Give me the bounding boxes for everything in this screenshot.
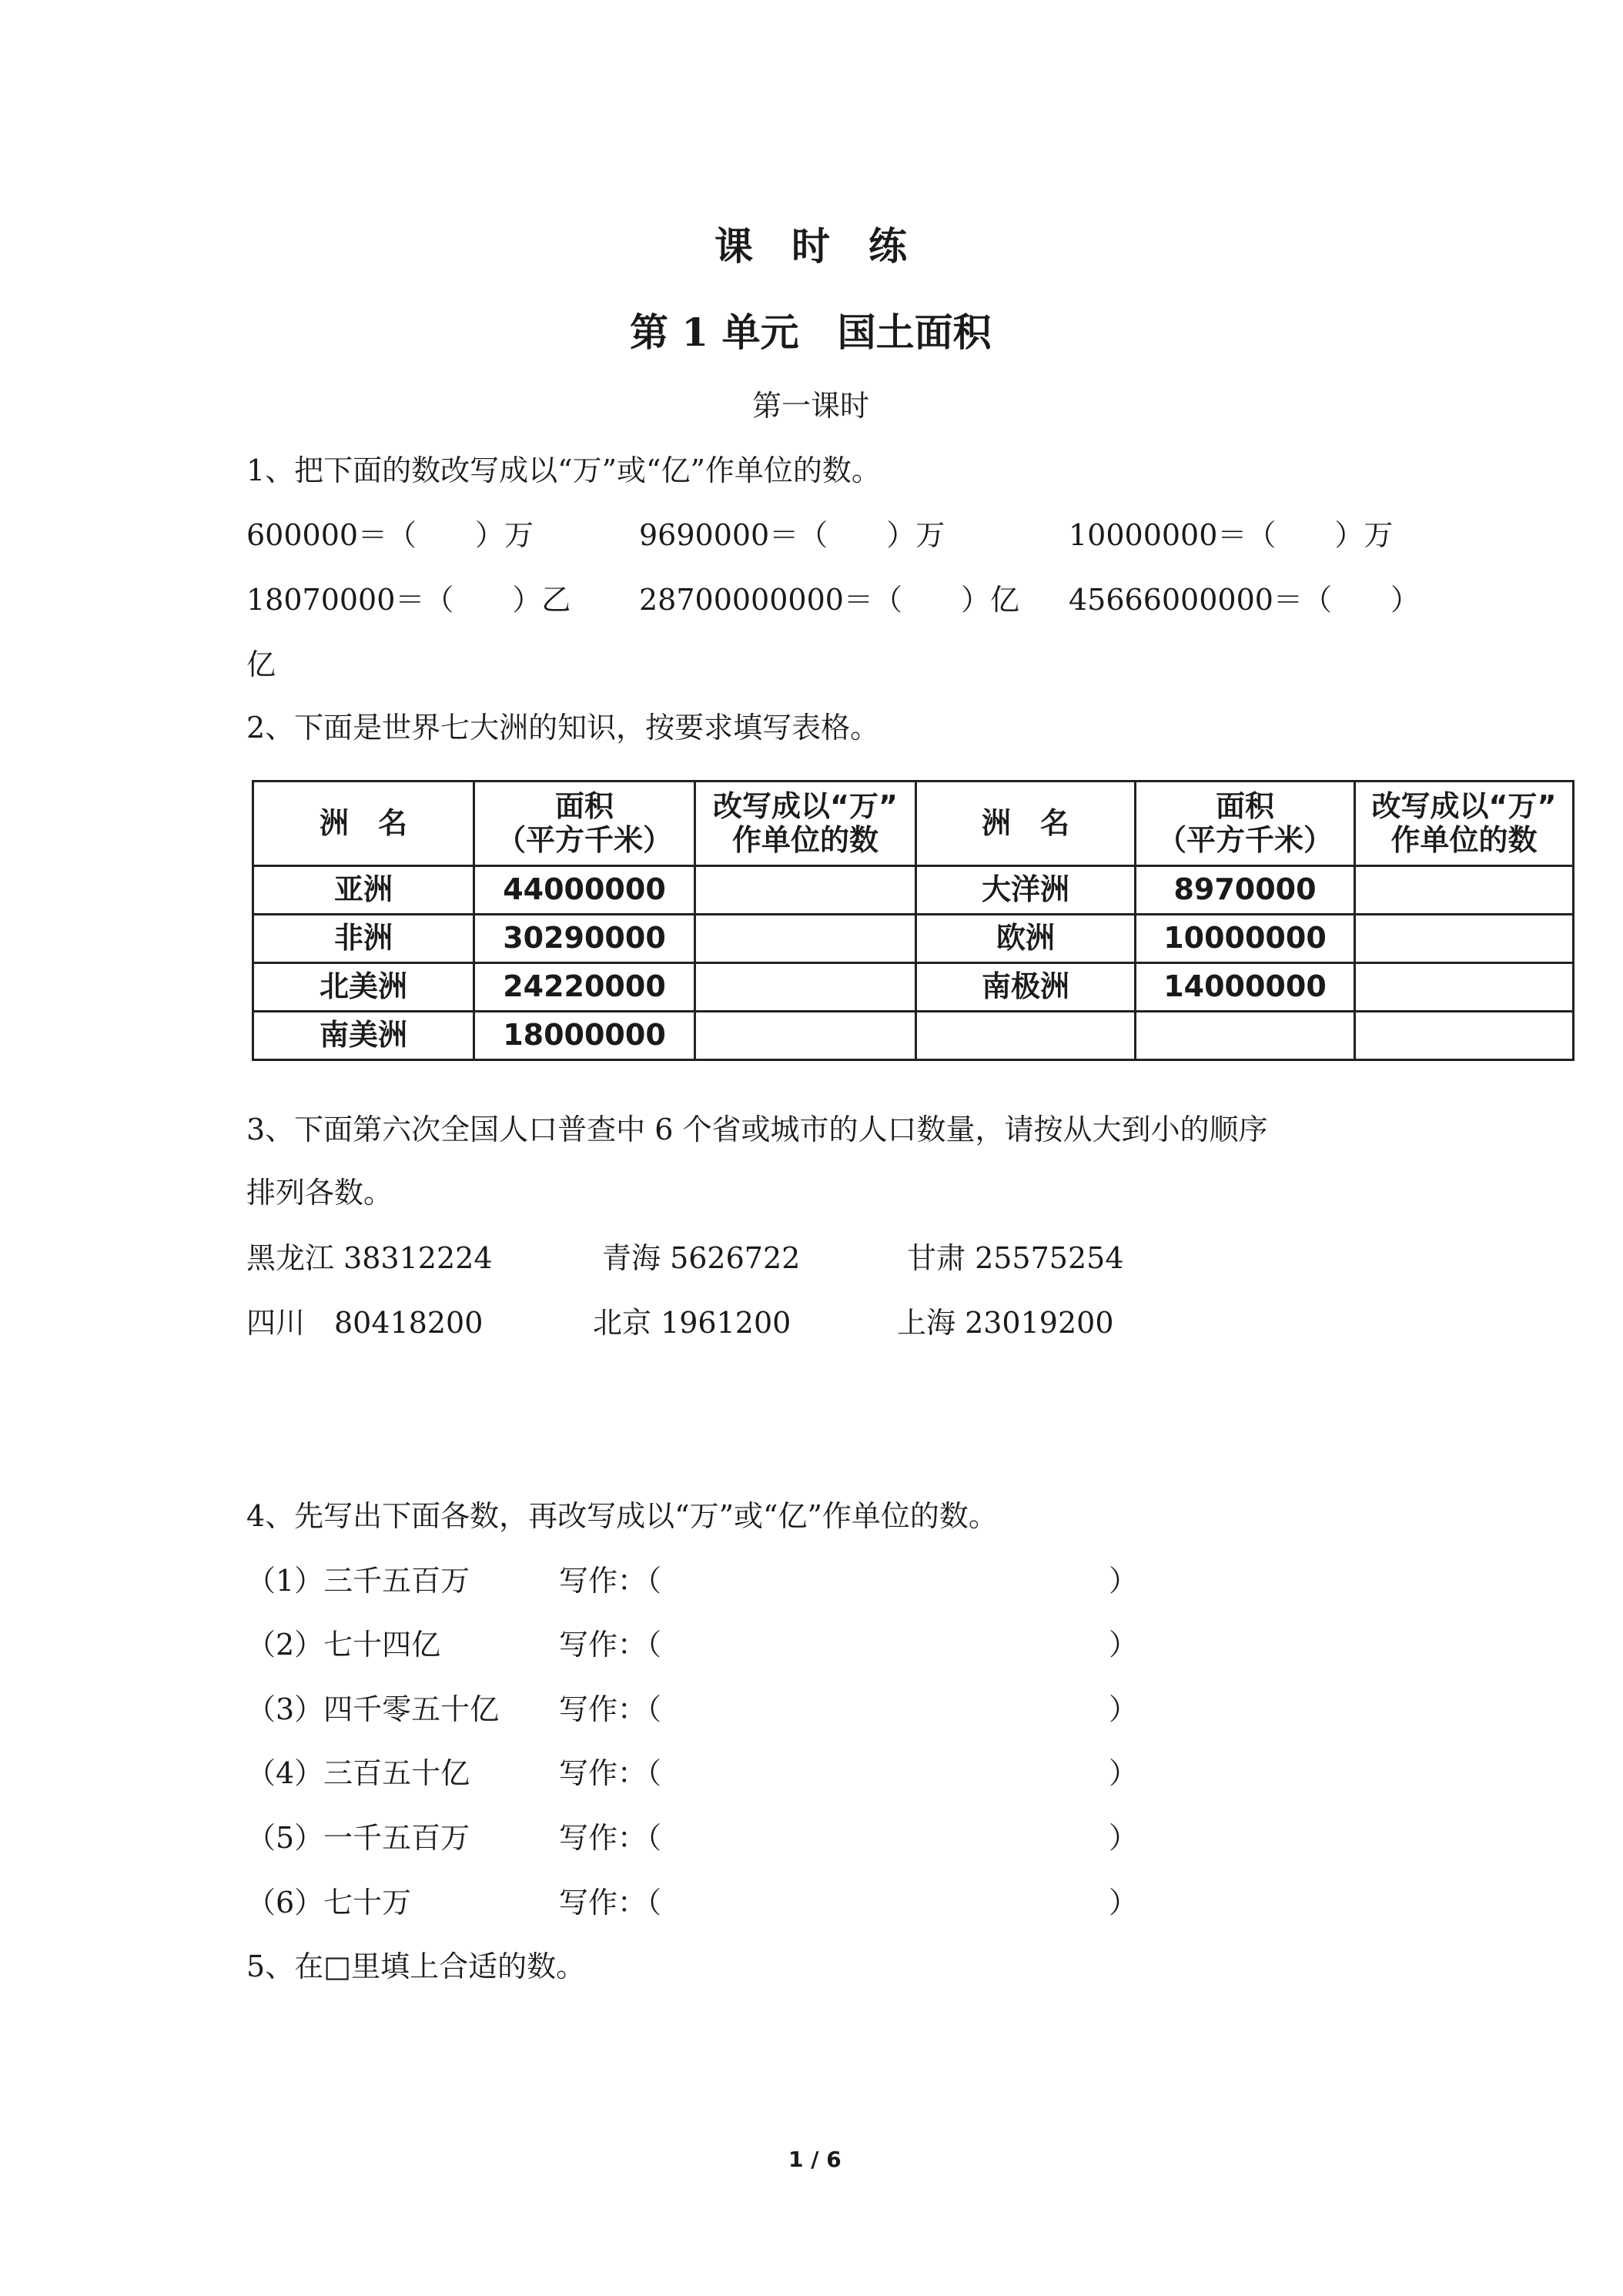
answer-cell[interactable]: [695, 963, 916, 1012]
q4-close-paren: ）: [1109, 1628, 1139, 1662]
q3-item-1: 黑龙江 38312224: [246, 1241, 493, 1275]
page-number: 1 / 6: [788, 2147, 842, 2172]
q3-prompt-line1: 3、下面第六次全国人口普查中 6 个省或城市的人口数量，请按从大到小的顺序: [246, 1113, 1268, 1146]
q2-prompt: 2、下面是世界七大洲的知识，按要求填写表格。: [246, 711, 880, 745]
table-row: [253, 1012, 1574, 1060]
continent-area: [1136, 1012, 1355, 1060]
continent-name: [916, 1012, 1136, 1060]
continents-table: [252, 780, 1574, 1061]
answer-cell[interactable]: [695, 1012, 916, 1060]
answer-cell[interactable]: [1355, 866, 1574, 915]
answer-cell[interactable]: [1355, 963, 1574, 1012]
continent-name: 亚洲: [253, 866, 474, 915]
q1-prompt: 1、把下面的数改写成以“万”或“亿”作单位的数。: [246, 454, 881, 487]
q4-prompt: 4、先写出下面各数，再改写成以“万”或“亿”作单位的数。: [246, 1499, 998, 1533]
header-rewrite: 改写成以“万” 作单位的数: [695, 782, 916, 866]
q4-item-label: （6）七十万: [246, 1886, 412, 1919]
q1-item-6: 45666000000＝（ ）: [1069, 583, 1420, 617]
q4-write-label: 写作：（: [559, 1886, 662, 1919]
continent-name: 北美洲: [253, 963, 474, 1012]
q4-item-label: （4）三百五十亿: [246, 1756, 470, 1790]
continent-area: 14000000: [1136, 963, 1355, 1012]
header-area-right: 面积 （平方千米）: [1136, 782, 1355, 866]
header-area: 面积 （平方千米）: [474, 782, 695, 866]
q3-item-6: 上海 23019200: [897, 1306, 1114, 1340]
header-name-right: 洲 名: [916, 782, 1136, 866]
q4-close-paren: ）: [1109, 1564, 1139, 1598]
answer-cell[interactable]: [1355, 915, 1574, 963]
q3-prompt-line2: 排列各数。: [246, 1176, 393, 1210]
q3-item-2: 青海 5626722: [602, 1241, 801, 1275]
q5-prompt: 5、在□里填上合适的数。: [246, 1950, 586, 1983]
q4-write-label: 写作：（: [559, 1692, 662, 1726]
continent-name: 欧洲: [916, 915, 1136, 963]
q4-close-paren: ）: [1109, 1756, 1139, 1790]
header-rewrite-right: 改写成以“万” 作单位的数: [1355, 782, 1574, 866]
answer-cell[interactable]: [695, 866, 916, 915]
q1-item-2: 9690000＝（ ）万: [639, 518, 945, 552]
q1-item-wrap: 亿: [246, 648, 276, 681]
q4-item-label: （1）三千五百万: [246, 1564, 470, 1598]
continent-name: 大洋洲: [916, 866, 1136, 915]
continent-area: 44000000: [474, 866, 695, 915]
q1-item-3: 10000000＝（ ）万: [1069, 518, 1394, 552]
q4-write-label: 写作：（: [559, 1756, 662, 1790]
q4-close-paren: ）: [1109, 1821, 1139, 1855]
continent-name: 非洲: [253, 915, 474, 963]
table-header-row: [253, 782, 1574, 866]
continent-name: 南美洲: [253, 1012, 474, 1060]
q3-item-4: 四川 80418200: [246, 1306, 484, 1340]
q4-item-label: （3）四千零五十亿: [246, 1692, 500, 1726]
table-row: [253, 866, 1574, 915]
continent-name: 南极洲: [916, 963, 1136, 1012]
q4-write-label: 写作：（: [559, 1564, 662, 1598]
continent-area: 10000000: [1136, 915, 1355, 963]
q1-item-4: 18070000＝（ ）乙: [246, 583, 571, 617]
answer-cell[interactable]: [1355, 1012, 1574, 1060]
q4-write-label: 写作：（: [559, 1628, 662, 1662]
q4-item-label: （5）一千五百万: [246, 1821, 470, 1855]
unit-title: 第 1 单元 国土面积: [630, 310, 992, 355]
lesson-label: 第一课时: [752, 389, 870, 423]
table-row: [253, 915, 1574, 963]
q4-close-paren: ）: [1109, 1886, 1139, 1919]
continent-area: 30290000: [474, 915, 695, 963]
q4-close-paren: ）: [1109, 1692, 1139, 1726]
answer-cell[interactable]: [695, 915, 916, 963]
continent-area: 24220000: [474, 963, 695, 1012]
header-name: 洲 名: [253, 782, 474, 866]
q1-item-5: 28700000000＝（ ）亿: [639, 583, 1019, 617]
table-row: [253, 963, 1574, 1012]
q3-item-5: 北京 1961200: [593, 1306, 791, 1340]
q4-item-label: （2）七十四亿: [246, 1628, 441, 1662]
q1-item-1: 600000＝（ ）万: [246, 518, 534, 552]
q3-item-3: 甘肃 25575254: [907, 1241, 1124, 1275]
page-title: 课 时 练: [714, 223, 907, 269]
continent-area: 18000000: [474, 1012, 695, 1060]
q4-write-label: 写作：（: [559, 1821, 662, 1855]
continent-area: 8970000: [1136, 866, 1355, 915]
